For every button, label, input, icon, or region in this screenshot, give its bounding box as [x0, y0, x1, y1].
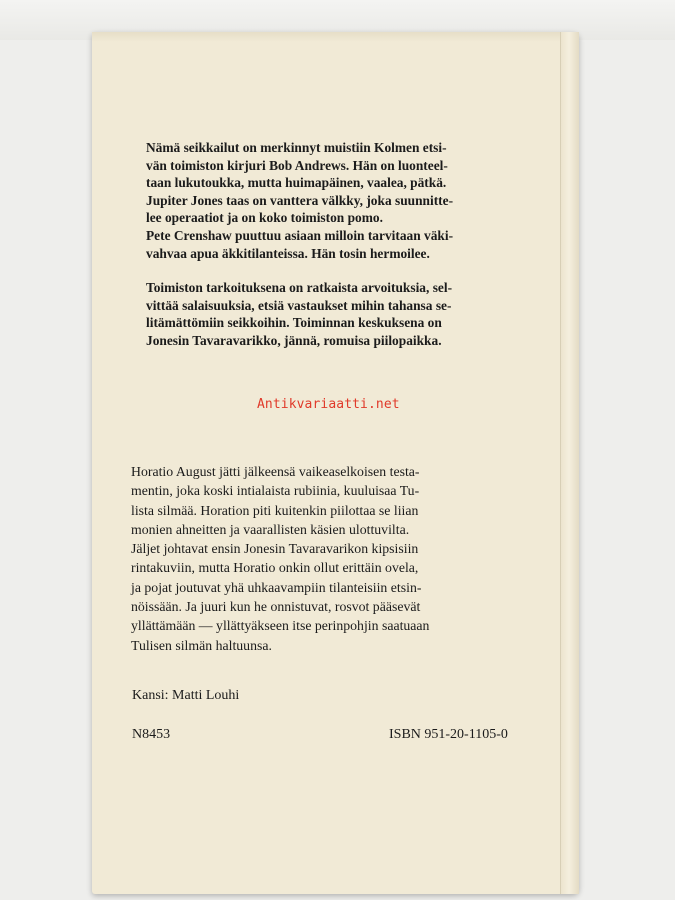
text-line: nöissään. Ja juuri kun he onnistuvat, rosvot pääsevät: [131, 599, 421, 615]
cover-top-edge: [92, 32, 579, 42]
text-line: Jupiter Jones taas on vanttera välkky, joka suunnitte-: [146, 192, 454, 208]
intro-paragraph-2: [146, 279, 453, 349]
text-line: vän toimiston kirjuri Bob Andrews. Hän on luonteel-: [146, 157, 448, 173]
product-code: N8453: [132, 727, 171, 742]
text-line: Horatio August jätti jälkeensä vaikeaselkoisen testa-: [131, 464, 420, 479]
cover-credit: Kansi: Matti Louhi: [132, 688, 240, 703]
intro-paragraph-1: [146, 139, 453, 262]
text-line: yllättämään — yllättyäkseen itse perinpohjin saatuaan: [131, 618, 430, 634]
book-spine-edge: [560, 32, 579, 894]
text-line: Pete Crenshaw puuttuu asiaan milloin tarvitaan väki-: [146, 227, 454, 243]
text-line: Jonesin Tavaravarikko, jännä, romuisa piilopaikka.: [146, 332, 442, 348]
intro-text: [146, 139, 453, 350]
text-line: ja pojat joutuvat yhä uhkaavampiin tilanteisiin etsin-: [131, 579, 422, 595]
text-line: vahvaa apua äkkitilanteissa. Hän tosin hermoilee.: [146, 245, 430, 261]
text-line: Nämä seikkailut on merkinnyt muistiin Kolmen etsi-: [146, 140, 447, 155]
text-line: taan lukutoukka, mutta huimapäinen, vaalea, pätkä.: [146, 175, 447, 191]
watermark-text: Antikvariaatti.net: [257, 397, 400, 412]
text-line: lista silmää. Horation piti kuitenkin piilottaa se liian: [131, 502, 419, 518]
description-text: [131, 462, 429, 655]
text-line: Tulisen silmän haltuunsa.: [131, 637, 272, 653]
text-line: monien ahneitten ja vaarallisten käsien ulottuvilta.: [131, 521, 410, 537]
text-line: vittää salaisuuksia, etsiä vastaukset mihin tahansa se-: [146, 297, 452, 313]
text-line: Toimiston tarkoituksena on ratkaista arvoituksia, sel-: [146, 280, 453, 296]
text-line: rintakuviin, mutta Horatio onkin ollut erittäin ovela,: [131, 560, 419, 576]
text-line: Jäljet johtavat ensin Jonesin Tavaravarikon kipsisiin: [131, 541, 419, 557]
text-line: mentin, joka koski intialaista rubiinia, kuuluisaa Tu-: [131, 483, 420, 499]
text-line: litämättömiin seikkoihin. Toiminnan keskuksena on: [146, 315, 442, 331]
isbn-number: ISBN 951-20-1105-0: [389, 727, 508, 742]
text-line: lee operaatiot ja on koko toimiston pomo.: [146, 210, 383, 226]
